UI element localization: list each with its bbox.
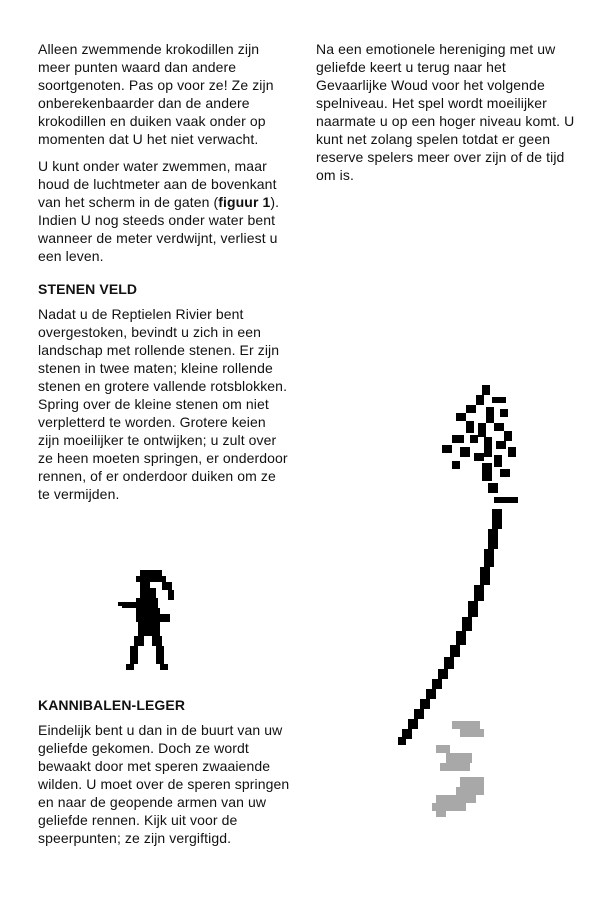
cannibal-sprite-icon xyxy=(118,570,188,672)
paragraph-underwater xyxy=(38,157,290,265)
heading-kannibalen-leger: KANNIBALEN-LEGER xyxy=(38,697,186,713)
figure-reference: figuur 1 xyxy=(218,194,271,210)
left-column xyxy=(38,40,290,512)
grey-figure-icon xyxy=(432,721,484,817)
paragraph-stenen-veld: Nadat u de Reptielen Rivier bent overgestoken, bevindt u zich in een landschap met rollende stenen. Er zijn stenen in twee maten; kleine rollende stenen en grotere vallende rotsblokken. Spring over de kleine stenen om niet verpletterd te worden. Grotere keien zijn moeilijker te ontwijken; u zult over ze heen moeten springen, er onderdoor rennen, of er onderdoor duiken om ze te vermijden. xyxy=(38,306,288,502)
paragraph-underwater-start: U kunt onder water zwemmen, maar houd de luchtmeter aan de bovenkant van het scherm in de gaten ( xyxy=(38,158,277,210)
paragraph-reunion: Na een emotionele hereniging met uw geliefde keert u terug naar het Gevaarlijke Woud voor het volgende spelniveau. Het spel wordt moeilijker naarmate u op een hoger niveau komt. U kunt net zolang spelen totdat er geen reserve spelers meer over zijn of de tijd om is. xyxy=(316,41,575,183)
left-column-lower xyxy=(38,696,290,856)
paragraph-kannibalen-leger: Eindelijk bent u dan in de buurt van uw geliefde gekomen. Doch ze wordt bewaakt door met speren zwaaiende wilden. U moet over de speren springen en naar de geopende armen van uw geliefde rennen. Kijk uit voor de speerpunten; ze zijn vergiftigd. xyxy=(38,722,290,846)
paragraph-crocodiles: Alleen zwemmende krokodillen zijn meer punten waard dan andere soortgenoten. Pas op voor ze! Ze zijn onberekenbaarder dan de andere krokodillen en duiken vaak onder op momenten dat U het niet verwacht. xyxy=(38,41,274,147)
heading-stenen-veld: STENEN VELD xyxy=(38,281,138,297)
spear-tree-sprite-icon xyxy=(396,385,536,825)
right-column xyxy=(316,40,578,193)
paragraph-underwater-end: ). Indien U nog steeds onder water bent wanneer de meter verdwijnt, verliest u een leven. xyxy=(38,194,280,264)
spear-shaft-icon xyxy=(398,509,502,745)
tree-canopy-icon xyxy=(442,385,518,503)
